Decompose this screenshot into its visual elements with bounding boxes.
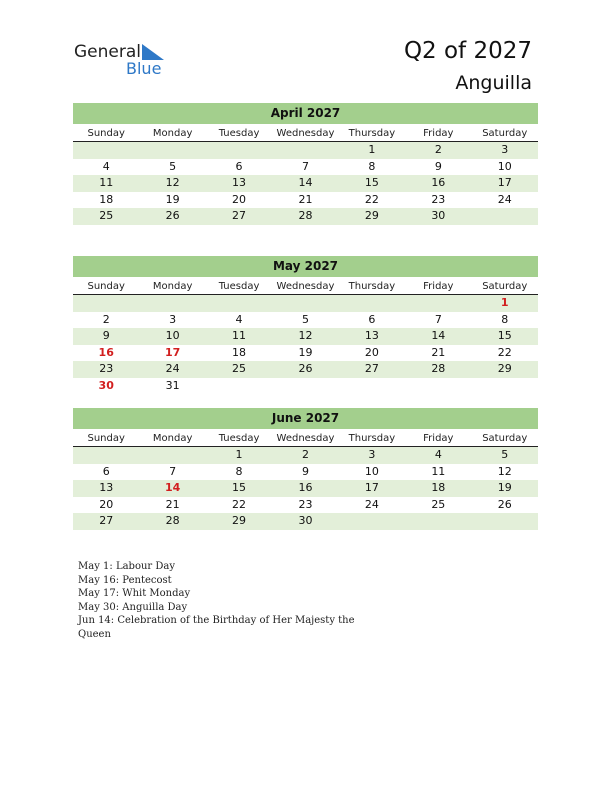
weekday-label: Monday (152, 128, 193, 139)
day-cell (339, 378, 405, 395)
weekday-label: Wednesday (276, 433, 335, 444)
weekday-label: Friday (423, 281, 454, 292)
day-cell: 16 (431, 176, 446, 190)
holiday-day-cell: 16 (98, 345, 114, 359)
day-cell: 27 (232, 209, 247, 223)
month-calendar-june (73, 408, 538, 530)
day-cell (272, 295, 338, 312)
day-cell: 1 (235, 448, 243, 461)
brand-logo (74, 42, 174, 78)
day-cell: 23 (99, 362, 114, 376)
country-name: Anguilla (455, 72, 532, 94)
day-cell: 24 (497, 192, 512, 206)
week-row (73, 328, 538, 345)
holiday-note: May 30: Anguilla Day (78, 601, 188, 613)
day-cell (339, 295, 405, 312)
day-cell: 21 (298, 192, 313, 206)
day-cell: 18 (232, 345, 247, 359)
day-cell: 28 (431, 362, 446, 376)
week-row (73, 464, 538, 481)
day-cell: 18 (99, 192, 114, 206)
day-cell (272, 378, 338, 395)
day-cell: 14 (431, 329, 446, 343)
day-cell: 25 (232, 362, 247, 376)
day-cell: 27 (364, 362, 379, 376)
day-cell: 17 (364, 481, 379, 495)
day-cell (272, 142, 338, 159)
weekday-header-row (73, 429, 538, 447)
day-cell: 22 (232, 497, 247, 511)
day-cell: 30 (431, 209, 446, 223)
day-cell: 11 (99, 176, 114, 190)
day-cell: 8 (235, 464, 243, 478)
day-cell: 25 (99, 209, 114, 223)
day-cell: 14 (298, 176, 313, 190)
day-cell (139, 295, 205, 312)
week-row (73, 513, 538, 530)
week-row (73, 312, 538, 329)
day-cell: 16 (298, 481, 313, 495)
day-cell: 5 (301, 312, 309, 326)
day-cell: 20 (364, 345, 379, 359)
weekday-label: Thursday (348, 281, 396, 292)
day-cell: 8 (501, 312, 509, 326)
day-cell: 23 (298, 497, 313, 511)
day-cell: 8 (368, 159, 376, 173)
week-row (73, 361, 538, 378)
day-cell: 19 (165, 192, 180, 206)
month-title: June 2027 (73, 408, 538, 429)
holiday-day-cell: 14 (164, 481, 181, 495)
day-cell: 29 (497, 362, 512, 376)
week-row (73, 159, 538, 176)
day-cell: 26 (497, 497, 512, 511)
weekday-label: Tuesday (218, 281, 260, 292)
holiday-day-cell: 1 (500, 296, 509, 309)
day-cell: 7 (434, 312, 442, 326)
day-cell: 13 (364, 329, 379, 343)
day-cell: 7 (301, 159, 309, 173)
weekday-label: Saturday (482, 433, 528, 444)
holiday-day-cell: 17 (164, 345, 181, 359)
day-cell: 3 (169, 312, 177, 326)
day-cell: 4 (102, 159, 110, 173)
day-cell (405, 513, 471, 530)
day-cell: 6 (102, 464, 110, 478)
week-row (73, 295, 538, 312)
day-cell (472, 378, 538, 395)
day-cell: 20 (99, 497, 114, 511)
day-cell: 15 (497, 329, 512, 343)
weekday-label: Tuesday (218, 128, 260, 139)
weekday-label: Saturday (482, 128, 528, 139)
day-cell: 4 (235, 312, 243, 326)
day-cell: 28 (165, 514, 180, 528)
page-title: Q2 of 2027 (403, 38, 532, 64)
day-cell (206, 142, 272, 159)
week-row (73, 175, 538, 192)
day-cell: 23 (431, 192, 446, 206)
day-cell: 24 (364, 497, 379, 511)
weekday-label: Sunday (87, 433, 125, 444)
day-cell (73, 295, 139, 312)
day-cell: 31 (165, 378, 180, 392)
day-cell: 4 (434, 448, 442, 461)
week-row (73, 447, 538, 464)
day-cell: 15 (364, 176, 379, 190)
holiday-note: May 17: Whit Monday (78, 588, 191, 599)
brand-name-blue: Blue (126, 59, 162, 78)
day-cell (472, 208, 538, 225)
week-row (73, 345, 538, 362)
day-cell (405, 295, 471, 312)
day-cell: 7 (169, 464, 177, 478)
day-cell: 2 (102, 312, 110, 326)
week-row (73, 497, 538, 514)
day-cell (206, 378, 272, 395)
day-cell: 10 (497, 159, 512, 173)
day-cell: 21 (431, 345, 446, 359)
month-calendar-april (73, 103, 538, 225)
month-weeks (73, 447, 538, 530)
weekday-label: Tuesday (218, 433, 260, 444)
day-cell: 22 (497, 345, 512, 359)
day-cell: 6 (235, 159, 243, 173)
day-cell: 20 (232, 192, 247, 206)
week-row (73, 192, 538, 209)
holiday-note: May 16: Pentecost (78, 574, 172, 586)
day-cell: 1 (368, 143, 376, 156)
day-cell: 9 (434, 159, 442, 173)
day-cell: 13 (99, 481, 114, 495)
day-cell: 19 (497, 481, 512, 495)
month-weeks (73, 142, 538, 225)
holiday-note: May 1: Labour Day (78, 561, 175, 572)
day-cell (339, 513, 405, 530)
weekday-label: Thursday (348, 128, 396, 139)
day-cell: 29 (364, 209, 379, 223)
day-cell: 18 (431, 481, 446, 495)
weekday-label: Wednesday (276, 281, 335, 292)
weekday-label: Friday (423, 128, 454, 139)
weekday-label: Saturday (482, 281, 528, 292)
day-cell (405, 378, 471, 395)
day-cell: 11 (232, 329, 247, 343)
weekday-header-row (73, 277, 538, 295)
day-cell: 5 (501, 448, 509, 461)
holiday-note: Jun 14: Celebration of the Birthday of Her Majesty the Queen (78, 615, 355, 640)
day-cell: 19 (298, 345, 313, 359)
day-cell: 29 (232, 514, 247, 528)
day-cell: 2 (301, 448, 309, 461)
month-title: April 2027 (73, 103, 538, 124)
day-cell: 26 (165, 209, 180, 223)
day-cell: 25 (431, 497, 446, 511)
day-cell (139, 142, 205, 159)
week-row (73, 208, 538, 225)
weekday-label: Thursday (348, 433, 396, 444)
day-cell: 26 (298, 362, 313, 376)
weekday-header-row (73, 124, 538, 142)
brand-triangle-icon (142, 44, 164, 60)
weekday-label: Wednesday (276, 128, 335, 139)
day-cell: 24 (165, 362, 180, 376)
day-cell: 3 (501, 143, 509, 156)
day-cell: 2 (434, 143, 442, 156)
day-cell: 11 (431, 464, 446, 478)
day-cell (206, 295, 272, 312)
day-cell: 28 (298, 209, 313, 223)
brand-name-general: General (74, 42, 141, 62)
day-cell: 10 (364, 464, 379, 478)
month-weeks (73, 295, 538, 395)
weekday-label: Monday (152, 433, 193, 444)
day-cell: 17 (497, 176, 512, 190)
day-cell: 27 (99, 514, 114, 528)
weekday-label: Friday (423, 433, 454, 444)
holiday-notes (78, 560, 358, 641)
month-calendar-may (73, 256, 538, 395)
day-cell: 22 (364, 192, 379, 206)
day-cell: 30 (298, 514, 313, 528)
day-cell (73, 447, 139, 464)
weekday-label: Monday (152, 281, 193, 292)
holiday-day-cell: 30 (98, 378, 114, 392)
day-cell: 9 (301, 464, 309, 478)
month-title: May 2027 (73, 256, 538, 277)
day-cell: 12 (298, 329, 313, 343)
day-cell: 21 (165, 497, 180, 511)
week-row (73, 480, 538, 497)
day-cell: 3 (368, 448, 376, 461)
day-cell: 12 (497, 464, 512, 478)
weekday-label: Sunday (87, 281, 125, 292)
day-cell: 10 (165, 329, 180, 343)
day-cell (472, 513, 538, 530)
week-row (73, 378, 538, 395)
day-cell (73, 142, 139, 159)
day-cell: 15 (232, 481, 247, 495)
week-row (73, 142, 538, 159)
weekday-label: Sunday (87, 128, 125, 139)
day-cell (139, 447, 205, 464)
day-cell: 6 (368, 312, 376, 326)
day-cell: 12 (165, 176, 180, 190)
day-cell: 9 (102, 329, 110, 343)
day-cell: 13 (232, 176, 247, 190)
day-cell: 5 (169, 159, 177, 173)
